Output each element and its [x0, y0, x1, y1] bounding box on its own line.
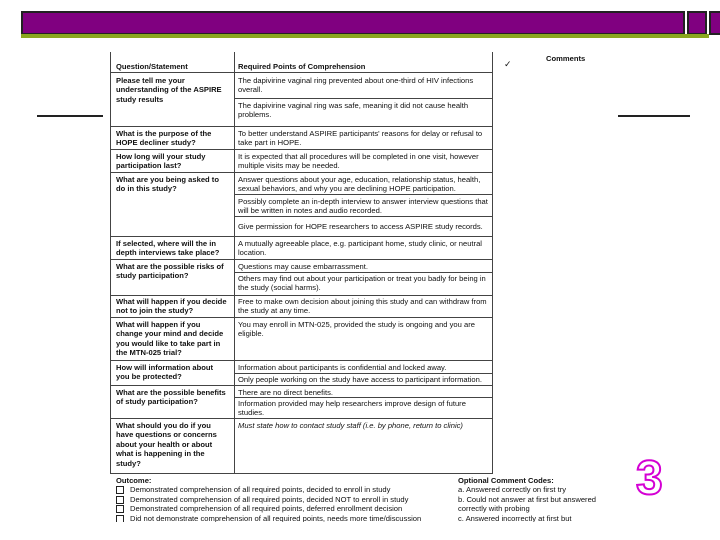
header-rule [110, 72, 492, 73]
question-4: How long will your study participation last? [116, 152, 206, 171]
outcome-option-label: Did not demonstrate comprehension of all required points, needs more time/discussion [130, 513, 422, 522]
answer-5: Answer questions about your age, education, relationship status, health, sexual behaviors, and why you are declining HOPE participation. [238, 175, 481, 194]
table-bottom-rule [110, 473, 492, 474]
answer-3: To better understand ASPIRE participants' reasons for delay or refusal to take part in HOPE. [238, 129, 483, 148]
table-border-right [492, 52, 493, 474]
outcome-title: Outcome: [116, 476, 152, 485]
purple-title-bar [21, 11, 685, 35]
comment-codes-section [458, 476, 608, 522]
checkbox-icon[interactable] [116, 505, 124, 513]
question-8: If selected, where will the in depth interviews take place? [116, 239, 220, 258]
row-rule [110, 317, 492, 318]
row-rule [110, 172, 492, 173]
question-13: How will information about you be protected? [116, 363, 214, 382]
left-divider-line [37, 115, 103, 117]
outcome-option[interactable] [116, 495, 456, 504]
row-rule [110, 126, 492, 127]
answer-9: Questions may cause embarrassment. [238, 262, 368, 271]
row-rule [234, 397, 492, 398]
row-rule [234, 98, 492, 99]
answer-7: Give permission for HOPE researchers to access ASPIRE study records. [238, 222, 483, 231]
outcome-option[interactable] [116, 514, 456, 522]
answer-15: There are no direct benefits. [238, 388, 333, 397]
answer-13: Information about participants is confidential and locked away. [238, 363, 447, 372]
row-rule [110, 385, 492, 386]
question-1: Please tell me your understanding of the ASPIRE study results [116, 76, 222, 104]
answer-4: It is expected that all procedures will be completed in one visit, however multiple visits may be needed. [238, 152, 479, 171]
header-check-mark: ✓ [504, 59, 512, 69]
row-rule [110, 418, 492, 419]
comment-code: b. Could not answer at first but answered correctly with probing [458, 494, 597, 514]
question-12: What will happen if you change your mind and decide you would like to take part in the MTN-025 trial? [116, 320, 224, 358]
comment-codes-title: Optional Comment Codes: [458, 476, 554, 485]
answer-10: Others may find out about your participation or treat you badly for being in the study (social harms). [238, 274, 486, 293]
bar-square-2 [709, 11, 720, 35]
right-divider-line [618, 115, 690, 117]
answer-12: You may enroll in MTN-025, provided the study is ongoing and you are eligible. [238, 320, 475, 339]
row-rule [110, 236, 492, 237]
outcome-option[interactable] [116, 485, 456, 494]
outcome-option-label: Demonstrated comprehension of all required points, decided to enroll in study [130, 485, 391, 495]
checkbox-icon[interactable] [116, 496, 124, 504]
answer-2: The dapivirine vaginal ring was safe, meaning it did not cause health problems. [238, 101, 469, 120]
row-rule [110, 259, 492, 260]
row-rule [234, 216, 492, 217]
header-question: Question/Statement [116, 62, 188, 71]
outcome-section [116, 476, 456, 522]
row-rule [234, 194, 492, 195]
table-border-left [110, 52, 111, 474]
bar-square-1 [687, 11, 707, 35]
table-column-divider [234, 52, 235, 474]
outcome-option[interactable] [116, 504, 456, 513]
row-rule [110, 360, 492, 361]
answer-8: A mutually agreeable place, e.g. participant home, study clinic, or neutral location. [238, 239, 482, 258]
answer-1: The dapivirine vaginal ring prevented about one-third of HIV infections overall. [238, 76, 474, 95]
row-rule [234, 272, 492, 273]
outcome-option-label: Demonstrated comprehension of all required points, deferred enrollment decision [130, 504, 403, 514]
question-3: What is the purpose of the HOPE decliner study? [116, 129, 212, 148]
page-number: 3 [636, 452, 663, 505]
answer-6: Possibly complete an in-depth interview to answer interview questions that will be written in notes and audio recorded. [238, 197, 488, 216]
header-comments: Comments [546, 54, 586, 63]
table-header [110, 52, 608, 72]
row-rule [110, 295, 492, 296]
outcome-option-label: Demonstrated comprehension of all required points, decided NOT to enroll in study [130, 494, 409, 504]
row-rule [110, 149, 492, 150]
green-rule [21, 34, 709, 38]
header-required-points: Required Points of Comprehension [238, 62, 366, 71]
answer-16: Information provided may help researchers improve design of future studies. [238, 399, 466, 418]
checkbox-icon[interactable] [116, 486, 124, 494]
question-15: What are the possible benefits of study participation? [116, 388, 226, 407]
answer-17: Must state how to contact study staff (i.e. by phone, return to clinic) [238, 421, 463, 430]
question-17: What should you do if you have questions or concerns about your health or about what is happening in the study? [116, 421, 217, 468]
row-rule [234, 373, 492, 374]
answer-11: Free to make own decision about joining this study and can withdraw from the study at any time. [238, 297, 487, 316]
comment-code: a. Answered correctly on first try [458, 485, 567, 495]
question-11: What will happen if you decide not to join the study? [116, 297, 227, 316]
answer-14: Only people working on the study have access to participant information. [238, 375, 482, 384]
question-5: What are you being asked to do in this study? [116, 175, 219, 194]
title-bar-decoration [21, 11, 707, 35]
comment-code: c. Answered incorrectly at first but [458, 513, 572, 522]
checkbox-icon[interactable] [116, 515, 124, 522]
comprehension-checklist-document [110, 52, 608, 522]
question-9: What are the possible risks of study participation? [116, 262, 224, 281]
